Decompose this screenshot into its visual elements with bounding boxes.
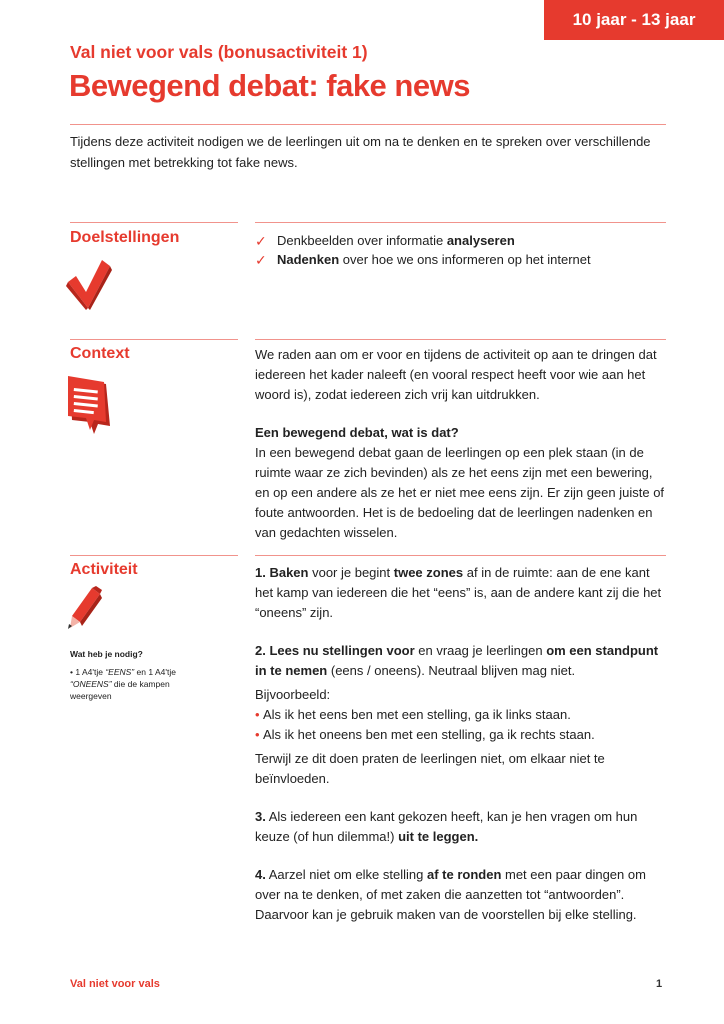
check-icon: ✓ — [255, 251, 267, 268]
list-item: ✓ Nadenken over hoe we ons informeren op het internet — [255, 251, 591, 268]
context-subheading: Een bewegend debat, wat is dat? — [255, 425, 459, 440]
divider — [255, 222, 666, 223]
list-item: ✓ Denkbeelden over informatie analyseren — [255, 232, 515, 249]
step-3: 3. Als iedereen een kant gekozen heeft, kan je hen vragen om hun keuze (of hun dilemma!) uit te leggen. — [255, 809, 638, 844]
paragraph: We raden aan om er voor en tijdens de activiteit op aan te dringen dat iedereen het kader naleeft (en vooral respect heeft voor wie aan het woord is), zodat iedereen zich vrij kan uitdrukken. — [255, 347, 657, 402]
divider — [70, 124, 666, 125]
context-text — [255, 345, 670, 561]
intro-text: Tijdens deze activiteit nodigen we de leerlingen uit om na te denken en te spreken over verschillende stellingen met betrekking tot fake news. — [70, 134, 651, 170]
activiteit-text — [255, 563, 670, 943]
context-heading: Context — [70, 345, 130, 362]
doelstellingen-list — [255, 231, 670, 269]
divider — [70, 222, 238, 223]
paragraph: Terwijl ze dit doen praten de leerlingen niet, om elkaar niet te beïnvloeden. — [255, 751, 605, 786]
footer-title: Val niet voor vals — [70, 978, 160, 990]
step-4: 4. Aarzel niet om elke stelling af te ronden met een paar dingen om over na te denken, of met zaken die aanzetten tot “antwoorden”. Daarvoor kan je gebruik maken van de voorstellen bij elke stelling. — [255, 867, 646, 922]
divider — [70, 339, 238, 340]
check-icon: ✓ — [255, 232, 267, 249]
step-2: 2. Lees nu stellingen voor en vraag je leerlingen om een standpunt in te nemen (eens / oneens). Neutraal blijven mag niet. — [255, 643, 659, 678]
page-title: Bewegend debat: fake news — [69, 68, 470, 103]
pencil-icon — [64, 586, 104, 630]
age-badge — [544, 0, 724, 40]
paragraph: In een bewegend debat gaan de leerlingen op een plek staan (in de ruimte waar ze zich bevinden) als ze het eens zijn met een bewering, en op een andere als ze het er niet mee eens zijn. Er zijn geen juiste of foute antwoorden. Het is de bedoeling dat de leerlingen nadenken en van gedachten wisselen. — [255, 445, 665, 540]
step-1: 1. Baken voor je begint twee zones af in de ruimte: aan de ene kant het kamp van iedereen die het “eens” is, aan de andere kant zij die het “oneens” zijn. — [255, 565, 662, 620]
list-item: • Als ik het oneens ben met een stelling, ga ik rechts staan. — [255, 725, 670, 745]
doelstellingen-heading: Doelstellingen — [70, 229, 180, 246]
checkmark-icon — [66, 258, 112, 310]
bullet-icon: • — [255, 727, 260, 742]
materials-item: • 1 A4'tje “EENS” en 1 A4'tje “ONEENS” die de kampen weergeven — [70, 667, 176, 701]
bullet-icon: • — [255, 707, 260, 722]
materials-heading: Wat heb je nodig? — [70, 649, 143, 659]
subtitle: Val niet voor vals (bonusactiviteit 1) — [70, 42, 368, 62]
age-badge-text: 10 jaar - 13 jaar — [572, 10, 696, 29]
divider — [255, 555, 666, 556]
list-item: • Als ik het eens ben met een stelling, ga ik links staan. — [255, 705, 670, 725]
page-number: 1 — [656, 978, 663, 990]
divider — [70, 555, 238, 556]
example-label: Bijvoorbeeld: — [255, 687, 331, 702]
materials-note — [70, 648, 190, 702]
activiteit-heading: Activiteit — [70, 561, 138, 578]
divider — [255, 339, 666, 340]
speech-bubble-icon — [66, 374, 114, 436]
